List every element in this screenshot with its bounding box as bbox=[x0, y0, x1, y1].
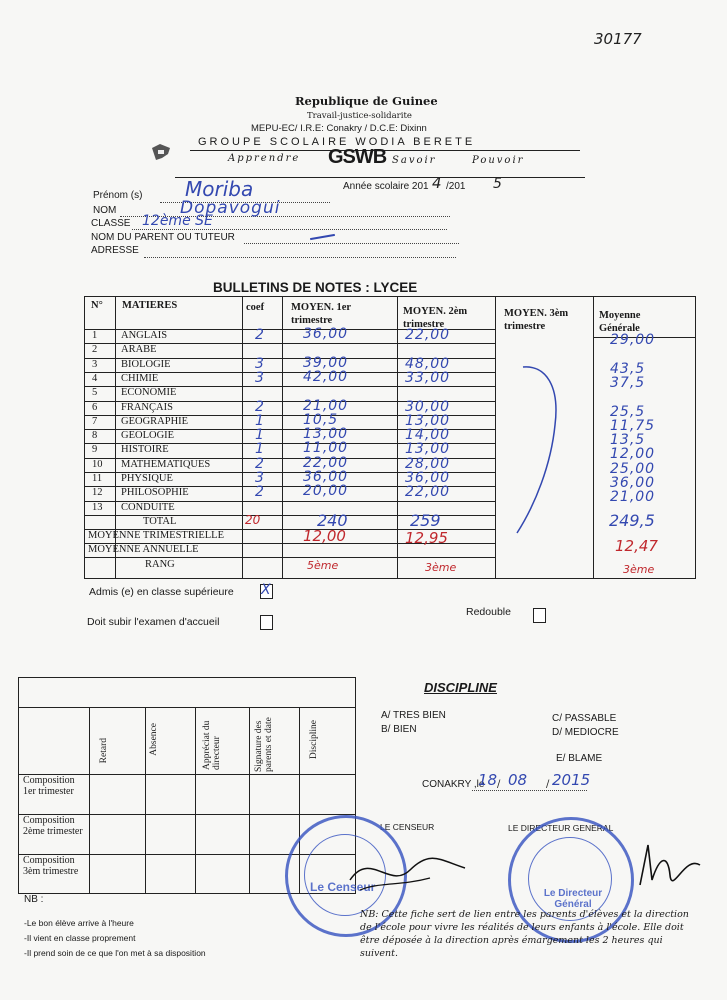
row-subject: CHIMIE bbox=[121, 372, 159, 384]
document-number: 30177 bbox=[594, 30, 642, 48]
date-day: 18 bbox=[478, 771, 498, 789]
row-number: 5 bbox=[92, 387, 98, 399]
col-matieres: MATIERES bbox=[122, 300, 178, 311]
bulletin-title: BULLETINS DE NOTES : LYCEE bbox=[213, 280, 418, 295]
row-t2: 13,00 bbox=[405, 412, 451, 429]
total-t1: 240 bbox=[317, 511, 348, 530]
moy-trim-label: MOYENNE TRIMESTRIELLE bbox=[88, 530, 225, 541]
row-number: 4 bbox=[92, 372, 98, 384]
moy-trim-t2: 12,95 bbox=[405, 529, 448, 547]
annee-year-a: 4 bbox=[432, 174, 442, 192]
discipline-d: D/ MEDIOCRE bbox=[552, 727, 619, 738]
final-note: NB: Cette fiche sert de lien entre les parents d'élèves et la direction de l'école pour vivre les réalités de leurs enfants à l'école. Elle doit être déposée à la direction après émargement les 2 heures qui suivent. bbox=[360, 909, 689, 959]
col-moy1: MOYEN. 1er trimestre bbox=[291, 302, 352, 326]
row-t2: 36,00 bbox=[405, 470, 451, 486]
row-comp1: Composition 1er trimester bbox=[23, 775, 75, 797]
row-t2: 30,00 bbox=[405, 398, 451, 415]
slogan-savoir: Savoir bbox=[392, 155, 437, 166]
row-coef: 2 bbox=[255, 484, 264, 501]
date-sep-1: / bbox=[497, 779, 501, 790]
col-absence: Absence bbox=[149, 723, 159, 756]
row-t1: 42,00 bbox=[303, 368, 349, 385]
annee-label: Année scolaire 201 bbox=[343, 181, 429, 192]
row-subject: ECONOMIE bbox=[121, 387, 177, 399]
discipline-e: E/ BLAME bbox=[556, 753, 603, 764]
row-t1: 11,00 bbox=[303, 440, 349, 457]
nom-label: NOM bbox=[93, 205, 117, 216]
row-t1: 22,00 bbox=[303, 454, 349, 471]
slogan-pouvoir: Pouvoir bbox=[472, 155, 525, 166]
row-number: 12 bbox=[92, 487, 103, 499]
row-subject: MATHEMATIQUES bbox=[121, 458, 211, 470]
ministry-line: MEPU-EC/ I.R.E: Conakry / D.C.E: Dixinn bbox=[251, 123, 427, 134]
row-number: 3 bbox=[92, 358, 98, 370]
motto: Travail-justice-solidarite bbox=[307, 111, 412, 121]
grades-table bbox=[84, 296, 696, 579]
row-t2: 13,00 bbox=[405, 441, 451, 458]
row-subject: GEOGRAPHIE bbox=[121, 415, 189, 427]
row-coef: 2 bbox=[255, 455, 264, 472]
row-coef: 1 bbox=[255, 441, 264, 458]
row-t2: 22,00 bbox=[405, 327, 451, 343]
classe-label: CLASSE bbox=[91, 218, 131, 229]
discipline-c: C/ PASSABLE bbox=[552, 713, 617, 724]
total-general: 249,5 bbox=[609, 511, 655, 530]
censeur-stamp-text: Le Censeur bbox=[310, 880, 376, 894]
total-label: TOTAL bbox=[143, 516, 177, 527]
adresse-label: ADRESSE bbox=[91, 245, 139, 256]
row-comp2: Composition 2ème trimester bbox=[23, 815, 83, 837]
directeur-label: LE DIRECTEUR GENERAL bbox=[508, 823, 614, 833]
total-coef: 20 bbox=[245, 513, 261, 527]
row-number: 6 bbox=[92, 401, 98, 413]
directeur-stamp-text: Le Directeur Général bbox=[543, 888, 603, 910]
col-moy3: MOYEN. 3èm trimestre bbox=[504, 308, 569, 332]
row-coef: 3 bbox=[255, 369, 264, 386]
censeur-label: LE CENSEUR bbox=[380, 822, 435, 832]
row-number: 13 bbox=[92, 501, 103, 513]
prenom-value: Moriba bbox=[185, 177, 254, 201]
row-t1: 39,00 bbox=[303, 354, 349, 371]
col-signature: Signature des parents et date bbox=[254, 717, 274, 772]
row-number: 10 bbox=[92, 458, 103, 470]
row-number: 2 bbox=[92, 344, 98, 356]
row-coef: 3 bbox=[255, 355, 264, 372]
school-emblem-icon bbox=[150, 142, 174, 162]
redouble-checkbox[interactable] bbox=[533, 608, 546, 623]
row-t1: 10,5 bbox=[303, 411, 339, 428]
discipline-b: B/ BIEN bbox=[381, 724, 417, 735]
school-logo: GSWB bbox=[328, 146, 387, 168]
row-t2: 33,00 bbox=[405, 369, 451, 386]
row-coef: 2 bbox=[255, 398, 264, 415]
col-coef: coef bbox=[246, 302, 265, 313]
adresse-line bbox=[144, 257, 456, 258]
col-num: N° bbox=[91, 300, 103, 311]
row-general: 11,75 bbox=[610, 417, 656, 434]
col-moy2: MOYEN. 2èm trimestre bbox=[403, 306, 468, 330]
date-line bbox=[472, 790, 587, 791]
row-number: 7 bbox=[92, 415, 98, 427]
nb-label: NB : bbox=[24, 894, 44, 905]
censeur-signature bbox=[340, 840, 470, 900]
nb-line-2: -Il vient en classe proprement bbox=[24, 933, 136, 943]
date-sep-2: / bbox=[546, 779, 550, 790]
row-subject: ARABE bbox=[121, 344, 157, 356]
nom-value: Dopavogui bbox=[180, 198, 281, 218]
directeur-signature bbox=[630, 835, 705, 895]
examen-checkbox[interactable] bbox=[260, 615, 273, 630]
row-t2: 22,00 bbox=[405, 484, 451, 501]
classe-value: 12ème SE bbox=[142, 213, 213, 229]
nb-line-3: -Il prend soin de ce que l'on met à sa disposition bbox=[24, 948, 206, 958]
parent-line bbox=[244, 243, 459, 244]
row-t1: 21,00 bbox=[303, 397, 349, 414]
row-subject: ANGLAIS bbox=[121, 330, 168, 341]
row-number: 1 bbox=[92, 330, 98, 341]
row-t2: 14,00 bbox=[405, 427, 451, 444]
annee-year-b: 5 bbox=[493, 176, 502, 192]
moy-annuelle: 12,47 bbox=[615, 537, 658, 555]
row-subject: GEOLOGIE bbox=[121, 430, 175, 442]
row-t1: 36,00 bbox=[303, 326, 349, 342]
nb-line-1: -Le bon élève arrive à l'heure bbox=[24, 918, 134, 928]
row-general: 37,5 bbox=[610, 374, 646, 391]
row-subject: BIOLOGIE bbox=[121, 358, 171, 370]
redouble-label: Redouble bbox=[466, 606, 511, 618]
row-general: 29,00 bbox=[610, 332, 656, 348]
annee-sep: /201 bbox=[446, 181, 466, 192]
row-number: 9 bbox=[92, 444, 98, 456]
rang-t2: 3ème bbox=[425, 561, 457, 574]
row-subject: FRANÇAIS bbox=[121, 401, 173, 413]
moy-trim-t1: 12,00 bbox=[303, 527, 346, 545]
classe-line bbox=[132, 229, 447, 230]
slogan-apprendre: Apprendre bbox=[228, 153, 301, 164]
col-retard: Retard bbox=[99, 738, 109, 764]
row-t1: 13,00 bbox=[303, 426, 349, 443]
parent-label: NOM DU PARENT OU TUTEUR bbox=[91, 232, 235, 243]
date-month: 08 bbox=[508, 771, 528, 789]
row-t1: 36,00 bbox=[303, 469, 349, 485]
date-year: 2015 bbox=[552, 771, 591, 789]
prenom-label: Prénom (s) bbox=[93, 190, 143, 201]
admis-label: Admis (e) en classe supérieure bbox=[89, 586, 234, 598]
country-name: Republique de Guinee bbox=[295, 94, 438, 108]
col-discipline: Discipline bbox=[309, 720, 319, 760]
col-appreciation: Appréciat du directeur bbox=[202, 720, 222, 770]
row-comp3: Composition 3èm trimestre bbox=[23, 855, 79, 877]
row-coef: 3 bbox=[255, 470, 264, 486]
row-coef: 1 bbox=[255, 427, 264, 444]
discipline-title: DISCIPLINE bbox=[424, 680, 497, 695]
row-t1: 20,00 bbox=[303, 483, 349, 500]
rang-general: 3ème bbox=[623, 563, 655, 576]
row-subject: CONDUITE bbox=[121, 501, 175, 513]
row-subject: PHILOSOPHIE bbox=[121, 487, 189, 499]
school-name: GROUPE SCOLAIRE WODIA BERETE bbox=[198, 136, 476, 148]
column-strike-mark bbox=[515, 365, 575, 535]
examen-label: Doit subir l'examen d'accueil bbox=[87, 616, 220, 628]
row-subject: PHYSIQUE bbox=[121, 473, 173, 484]
row-coef: 2 bbox=[255, 327, 264, 343]
row-t2: 48,00 bbox=[405, 355, 451, 372]
row-subject: HISTOIRE bbox=[121, 444, 169, 456]
place-label: CONAKRY ,le bbox=[422, 779, 485, 790]
col-moyg: Moyenne Générale bbox=[599, 310, 641, 334]
total-t2: 259 bbox=[410, 511, 441, 530]
row-number: 11 bbox=[92, 473, 103, 484]
row-number: 8 bbox=[92, 430, 98, 442]
parent-dash bbox=[310, 234, 335, 240]
row-coef: 1 bbox=[255, 412, 264, 429]
moy-ann-label: MOYENNE ANNUELLE bbox=[88, 544, 199, 555]
admis-check-mark: X bbox=[261, 582, 271, 598]
row-general: 43,5 bbox=[610, 360, 646, 377]
row-general: 21,00 bbox=[610, 489, 656, 506]
discipline-a: A/ TRES BIEN bbox=[381, 710, 446, 721]
rang-t1: 5ème bbox=[307, 559, 339, 572]
row-general: 25,5 bbox=[610, 403, 646, 420]
row-general: 13,5 bbox=[610, 432, 646, 449]
row-general: 25,00 bbox=[610, 460, 656, 477]
row-general: 36,00 bbox=[610, 475, 656, 491]
rang-label: RANG bbox=[145, 559, 175, 570]
row-general: 12,00 bbox=[610, 446, 656, 463]
row-t2: 28,00 bbox=[405, 455, 451, 472]
